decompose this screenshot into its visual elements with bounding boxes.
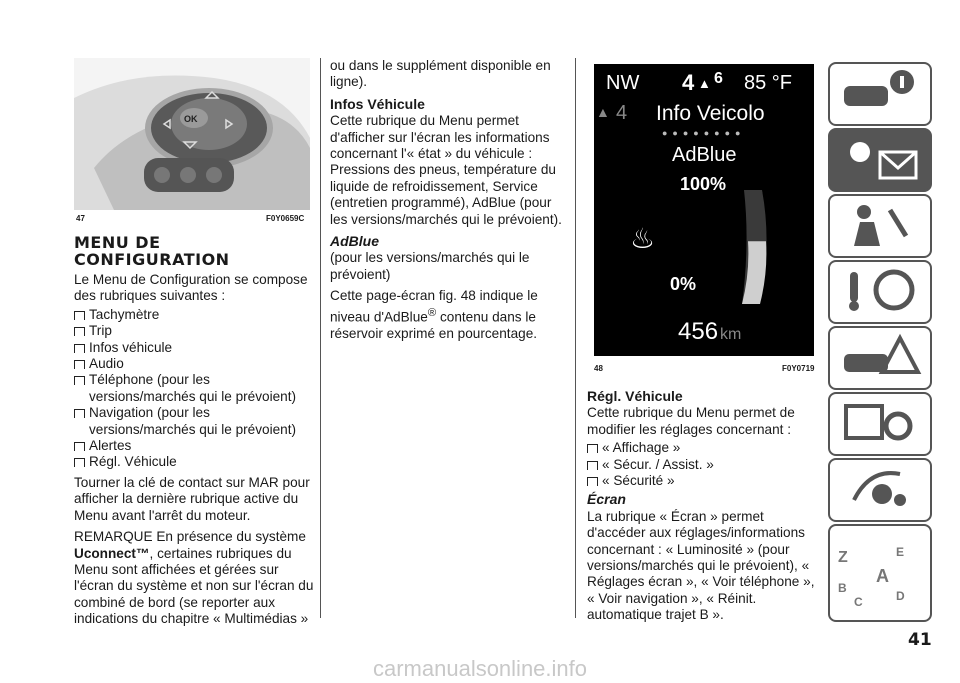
display-gear-next: 6 [714,70,723,87]
ok-label: OK [184,114,198,124]
display-subtitle: AdBlue [672,144,737,166]
page-number: 41 [908,630,932,650]
list-item-text: Infos véhicule [89,339,173,355]
bullet-icon [587,444,598,453]
list-item [74,356,314,372]
gear-shift-icon: ▲ [698,76,711,91]
list-item [74,323,314,339]
index-icon [830,526,926,616]
registered-mark: ® [427,306,437,319]
index-letter: A [876,566,889,586]
display-heading: NW [606,72,640,94]
list-item-text: Navigation (pour les versions/marchés qui le prévoient) [89,405,297,437]
maintenance-icon [830,394,926,450]
index-letter: D [896,589,905,603]
display-range-unit: km [720,326,742,343]
page-dots: ●●●●●●●● [662,128,746,138]
side-tab-multimedia[interactable] [828,458,932,522]
bullet-icon [74,376,85,385]
side-tab-index[interactable] [828,524,932,622]
warning-lights-icon [830,130,926,186]
section-title-line1: MENU DE [74,233,161,252]
figure-48-number: 48 [594,364,603,373]
bullet-icon [74,327,85,336]
list-item [74,438,314,454]
level-top-label: 100% [680,174,727,194]
list-item [74,454,314,470]
list-item [74,340,314,356]
watermark: carmanualsonline.info [372,656,588,681]
paragraph: ou dans le supplément disponible en ligne). [330,58,551,90]
section-title-line2: CONFIGURATION [74,250,230,269]
list-item-text: « Sécur. / Assist. » [602,456,714,472]
display-temperature: 85 °F [744,72,793,94]
index-letter: C [854,595,863,609]
display-gear-small: 4 [616,102,628,124]
heading-regl-vehicule: Régl. Véhicule [587,388,683,404]
column-1 [74,234,314,633]
remark-brand: Uconnect™ [74,545,150,561]
bullet-icon [587,461,598,470]
display-gear: 4 [682,70,695,95]
bullet-icon [587,477,598,486]
paragraph: Cette rubrique du Menu permet d'afficher sur l'écran les informations concernant l'« état » du véhicule : Pressions des pneus, température du liquide de refroidissement, Service (entretien programmé), AdBlue (pour les versions/marchés qui le prévoient). [330,113,562,227]
side-tab-emergency[interactable] [828,326,932,390]
heading-infos-vehicule: Infos Véhicule [330,95,425,112]
side-tab-warning-lights[interactable] [828,128,932,192]
adblue-icon: ♨ [630,223,656,254]
column-divider [320,58,321,618]
column-2 [330,58,570,347]
list-item [587,440,823,456]
display-range: 456 [678,318,719,345]
figure-48 [594,64,814,356]
side-tab-car-info[interactable] [828,62,932,126]
list-item [74,405,314,438]
list-item-text: Téléphone (pour les versions/marchés qui le prévoient) [89,372,297,404]
car-info-icon [830,64,926,120]
paragraph: La rubrique « Écran » permet d'accéder aux réglages/informations concernant : « Luminosité » (pour versions/marchés qui le prévoient), « Réglages écran », « Voir téléphone », « Voir navigation », « Réinit. automatique trajet B ». [587,508,815,623]
text: Cette page-écran fig. 48 indique le niveau d'AdBlue [330,288,538,325]
list-item-text: Audio [89,356,124,372]
index-letter: Z [838,549,848,566]
bullet-icon [74,344,85,353]
paragraph [330,288,570,342]
remark-text: , certaines rubriques du Menu sont affichées et gérées sur l'écran du système et non sur l'écran du combiné de bord (se reporter aux indications du chapitre « Multimédias » [74,545,314,627]
figure-47-code: F0Y0659C [266,214,305,223]
list-item-text: Régl. Véhicule [89,454,177,470]
bullet-icon [74,442,85,451]
intro-paragraph: Le Menu de Configuration se compose des rubriques suivantes : [74,272,308,304]
bullet-icon [74,458,85,467]
paragraph: (pour les versions/marchés qui le prévoient) [330,250,530,282]
figure-48-code: F0Y0719 [782,364,815,373]
side-tab-driving[interactable] [828,260,932,324]
list-item-text: « Affichage » [602,440,681,456]
safety-icon [830,196,926,252]
bullet-icon [74,311,85,320]
list-item [74,372,314,405]
heading-adblue: AdBlue [330,233,379,250]
emergency-icon [830,328,926,384]
list-item-text: Tachymètre [89,306,160,322]
adblue-gauge [594,64,814,356]
paragraph: Tourner la clé de contact sur MAR pour afficher la dernière rubrique active du Menu avant l'arrêt du moteur. [74,474,310,523]
level-bottom-label: 0% [670,274,697,294]
index-letter: B [838,581,847,595]
column-3 [587,386,823,629]
list-item [74,307,314,323]
remark-paragraph [74,529,314,627]
heading-ecran: Écran [587,491,626,508]
side-tab-maintenance[interactable] [828,392,932,456]
list-item-text: Trip [89,323,112,339]
remark-prefix: REMARQUE En présence du système [74,529,306,545]
display-title: Info Veicolo [656,102,765,125]
column-divider [575,58,576,618]
list-item [587,457,823,473]
bullet-icon [74,409,85,418]
side-tab-safety[interactable] [828,194,932,258]
figure-47-number: 47 [76,214,85,223]
text: contenu dans le réservoir exprimé en pourcentage. [330,309,538,341]
index-letter: E [896,545,905,559]
multimedia-icon [830,460,926,516]
bullet-icon [74,360,85,369]
list-item-text: « Sécurité » [602,473,675,489]
list-item [587,473,823,489]
driving-icon [830,262,926,318]
gear-small-icon: ▲ [596,104,610,120]
section-title [74,234,314,268]
paragraph: Cette rubrique du Menu permet de modifier les réglages concernant : [587,405,795,437]
figure-47 [74,58,310,210]
list-item-text: Alertes [89,438,132,454]
steering-wheel-illustration [74,58,310,210]
